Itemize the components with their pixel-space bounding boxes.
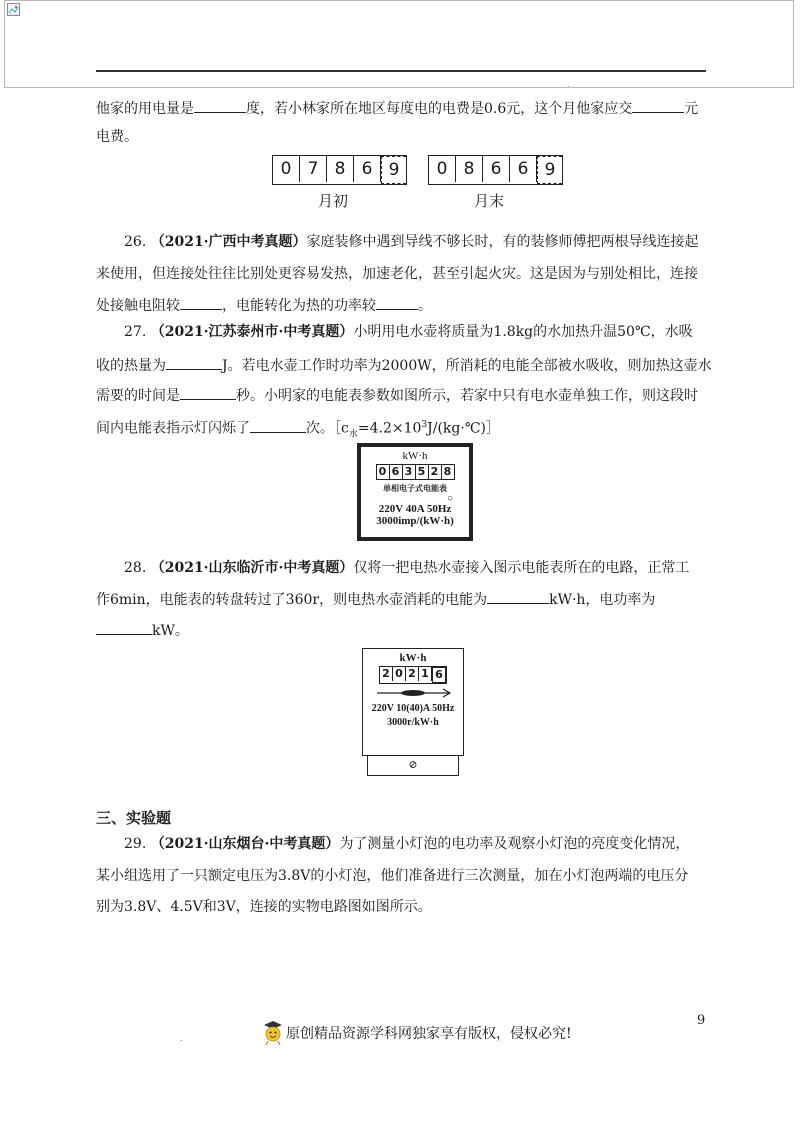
mechanical-energy-meter — [362, 648, 464, 756]
meter-digit: 6 — [390, 465, 403, 479]
meter-digit: 2 — [380, 667, 393, 681]
answer-blank[interactable] — [96, 620, 152, 635]
meter-digit: 0 — [429, 156, 456, 182]
q27-line3: 需要的时间是 秒。小明家的电能表参数如图所示，若家中只有电水壶单独工作，则这段时 — [96, 385, 698, 406]
meter-digit: 6 — [432, 667, 446, 683]
meter-digit: 6 — [354, 156, 381, 182]
q29-line2: 某小组选用了一只额定电压为3.8V的小灯泡，他们准备进行三次测量，加在小灯泡两端的电压分 — [96, 868, 689, 884]
footer — [262, 1020, 572, 1046]
meter-spec: 220V 40A 50Hz — [378, 503, 452, 515]
meter-digit: 6 — [483, 156, 510, 182]
terminal-symbol: ⊘ — [408, 758, 418, 771]
meter-end-display — [428, 155, 563, 185]
answer-blank[interactable] — [166, 355, 222, 370]
footer-dot: . — [180, 1034, 183, 1043]
answer-blank[interactable] — [376, 295, 418, 310]
q26-line2: 来使用，但连接处往往比别处更容易发热，加速老化，甚至引起火灾。这是因为与别处相比，连接 — [96, 266, 698, 282]
meter-constant: 3000imp/(kW·h) — [376, 515, 454, 527]
meter-digit: 2 — [406, 667, 419, 681]
meter-terminal-base — [367, 756, 459, 776]
q28-line2: 作6min，电能表的转盘转过了360r，则电热水壶消耗的电能为 kW·h，电功率为 — [96, 589, 655, 610]
turntable-arrow-icon — [373, 687, 453, 699]
copyright-notice: 原创精品资源学科网独家享有版权，侵权必究! — [286, 1026, 572, 1042]
meter-digit: 0 — [377, 465, 390, 479]
meter-constant: 3000r/kW·h — [387, 717, 439, 728]
meter-digit: 5 — [416, 465, 429, 479]
q25-line2: 电费。 — [96, 129, 138, 145]
indicator-light-icon: ○ — [446, 493, 453, 504]
q28-line3: kW。 — [96, 620, 189, 641]
answer-blank[interactable] — [180, 295, 222, 310]
mascot-icon — [262, 1020, 284, 1046]
answer-blank[interactable] — [632, 98, 684, 113]
answer-blank[interactable] — [194, 98, 246, 113]
meter-digit: 8 — [443, 465, 452, 478]
meter-start-label: 月初 — [318, 192, 349, 210]
meter-digit: 8 — [456, 156, 483, 182]
meter-end-label: 月末 — [474, 192, 505, 210]
page-number: 9 — [697, 1013, 706, 1028]
q27-line2: 收的热量为 J。若电水壶工作时功率为2000W，所消耗的电能全部被水吸收，则加热这壶水 — [96, 355, 712, 376]
meter-start-display — [272, 155, 407, 185]
section-title: 三、实验题 — [96, 809, 172, 827]
header-dot: . — [567, 80, 570, 89]
meter-decimal-digit: 9 — [537, 156, 562, 184]
q26-line3: 处接触电阻较 ，电能转化为热的功率较 。 — [96, 295, 432, 316]
meter-digit: 0 — [393, 667, 406, 681]
meter-digit: 1 — [419, 667, 432, 681]
broken-image-icon — [7, 3, 20, 16]
q26-line1: 26. （2021·广西中考真题）家庭装修中遇到导线不够长时，有的装修师傅把两根导线连接起 — [124, 234, 699, 250]
q27-line1: 27. （2021·江苏泰州市·中考真题）小明用电水壶将质量为1.8kg的水加热升温50℃，水吸 — [124, 324, 693, 340]
meter-digit: 3 — [403, 465, 416, 479]
meter-decimal-digit: 9 — [381, 156, 406, 184]
meter-name: 单相电子式电能表 — [383, 484, 447, 493]
meter-spec: 220V 10(40)A 50Hz — [371, 703, 455, 714]
q29-line3: 别为3.8V、4.5V和3V，连接的实物电路图如图所示。 — [96, 899, 432, 915]
meter-digits — [376, 464, 455, 480]
electronic-energy-meter — [357, 443, 473, 541]
meter-digit: 6 — [510, 156, 537, 182]
meter-digit: 0 — [273, 156, 300, 182]
answer-blank[interactable] — [180, 385, 236, 400]
answer-blank[interactable] — [487, 589, 549, 604]
meter-digit: 2 — [429, 465, 442, 479]
meter-digit: 8 — [327, 156, 354, 182]
q25-line1: 他家的用电量是 度，若小林家所在地区每度电的电费是0.6元，这个月他家应交 元 — [96, 98, 698, 119]
answer-blank[interactable] — [250, 418, 306, 433]
q27-line4: 间内电能表指示灯闪烁了 次。$[c_水=4.2\times 10^3J/(kg\cdot℃)]$ — [96, 415, 500, 444]
q28-line1: 28. （2021·山东临沂市·中考真题）仅将一把电热水壶接入图示电能表所在的电路，正常工 — [124, 560, 690, 576]
q29-line1: 29. （2021·山东烟台·中考真题）为了测量小灯泡的电功率及观察小灯泡的亮度变化情况， — [124, 836, 690, 852]
header-rule — [96, 70, 706, 72]
meter-unit: kW·h — [399, 652, 427, 664]
header-frame — [4, 0, 794, 88]
meter-unit: kW·h — [402, 450, 428, 462]
meter-digit: 7 — [300, 156, 327, 182]
meter-digits — [379, 666, 447, 684]
